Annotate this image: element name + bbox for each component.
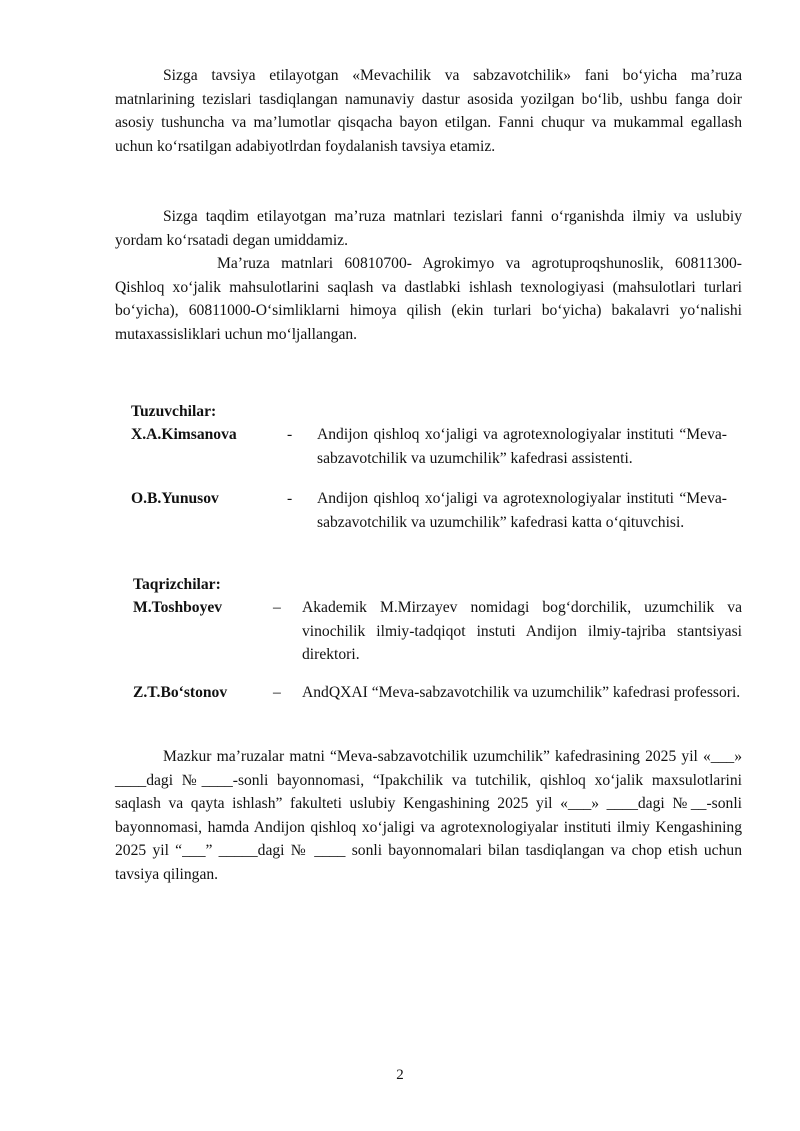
author-name: X.A.Kimsanova bbox=[131, 426, 237, 443]
intro-paragraph-1: Sizga tavsiya etilayotgan «Mevachilik va sabzavotchilik» fani bo‘yicha ma’ruza matnlarining tezislari tasdiqlangan namunaviy dastur asosida yozilgan bo‘lib, ushbu fanga doir asosiy tushuncha va ma’lumotlar qisqacha bayon etilgan. Fanni chuqur va mukammal egallash uchun ko‘rsatilgan adabiyotlrdan foydalanish tavsiya etamiz. bbox=[115, 67, 742, 155]
author-dash: - bbox=[287, 490, 293, 507]
intro-paragraph-2: Sizga taqdim etilayotgan ma’ruza matnlari tezislari fanni o‘rganishda ilmiy va uslubiy yordam ko‘rsatadi degan umiddamiz. bbox=[115, 208, 742, 249]
reviewer-description: Akademik M.Mirzayev nomidagi bog‘dorchilik, uzumchilik va vinochilik ilmiy-tadqiqot instuti Andijon ilmiy-tajriba stantsiyasi direktori. bbox=[302, 599, 742, 663]
author-description: Andijon qishloq xo‘jaligi va agrotexnologiyalar instituti “Meva-sabzavotchilik va uzumchilik” kafedrasi assistenti. bbox=[317, 426, 727, 467]
reviewer-name: M.Toshboyev bbox=[133, 599, 223, 616]
page-number: 2 bbox=[396, 1067, 404, 1083]
intro-paragraph-3: Ma’ruza matnlari 60810700- Agrokimyo va agrotuproqshunoslik, 60811300-Qishloq xo‘jalik mahsulotlarini saqlash va dastlabki ishlash texnologiyasi (mahsulotlari turlari bo‘yicha), 60811000-O‘simliklarni himoya qilish (ekin turlari bo‘yicha) bakalavri yo‘nalishi mutaxassisliklari uchun mo‘ljallangan. bbox=[115, 255, 742, 343]
author-description: Andijon qishloq xo‘jaligi va agrotexnologiyalar instituti “Meva-sabzavotchilik va uzumchilik” kafedrasi katta o‘qituvchisi. bbox=[317, 490, 727, 531]
reviewer-dash: – bbox=[273, 599, 281, 616]
approval-paragraph: Mazkur ma’ruzalar matni “Meva-sabzavotchilik uzumchilik” kafedrasining 2025 yil «___» ____dagi №____-sonli bayonnomasi, “Ipakchilik va tutchilik, qishloq xo‘jalik maxsulotlarini saqlash va qayta ishlash” fakulteti uslubiy Kengashining 2025 yil «___» ____dagi №__-sonli bayonnomasi, hamda Andijon qishloq xo‘jaligi va agrotexnologiyalar instituti ilmiy Kengashining 2025 yil “___” _____dagi № ____ sonli bayonnomalari bilan tasdiqlangan va chop etish uchun tavsiya qilingan. bbox=[115, 748, 742, 883]
author-dash: - bbox=[287, 426, 293, 443]
reviewers-heading: Taqrizchilar: bbox=[133, 576, 221, 593]
reviewer-name: Z.T.Bo‘stonov bbox=[133, 684, 228, 701]
reviewer-dash: – bbox=[273, 684, 281, 701]
authors-heading: Tuzuvchilar: bbox=[131, 403, 217, 420]
reviewer-description: AndQXAI “Meva-sabzavotchilik va uzumchilik” kafedrasi professori. bbox=[302, 684, 741, 701]
author-name: O.B.Yunusov bbox=[131, 490, 219, 507]
